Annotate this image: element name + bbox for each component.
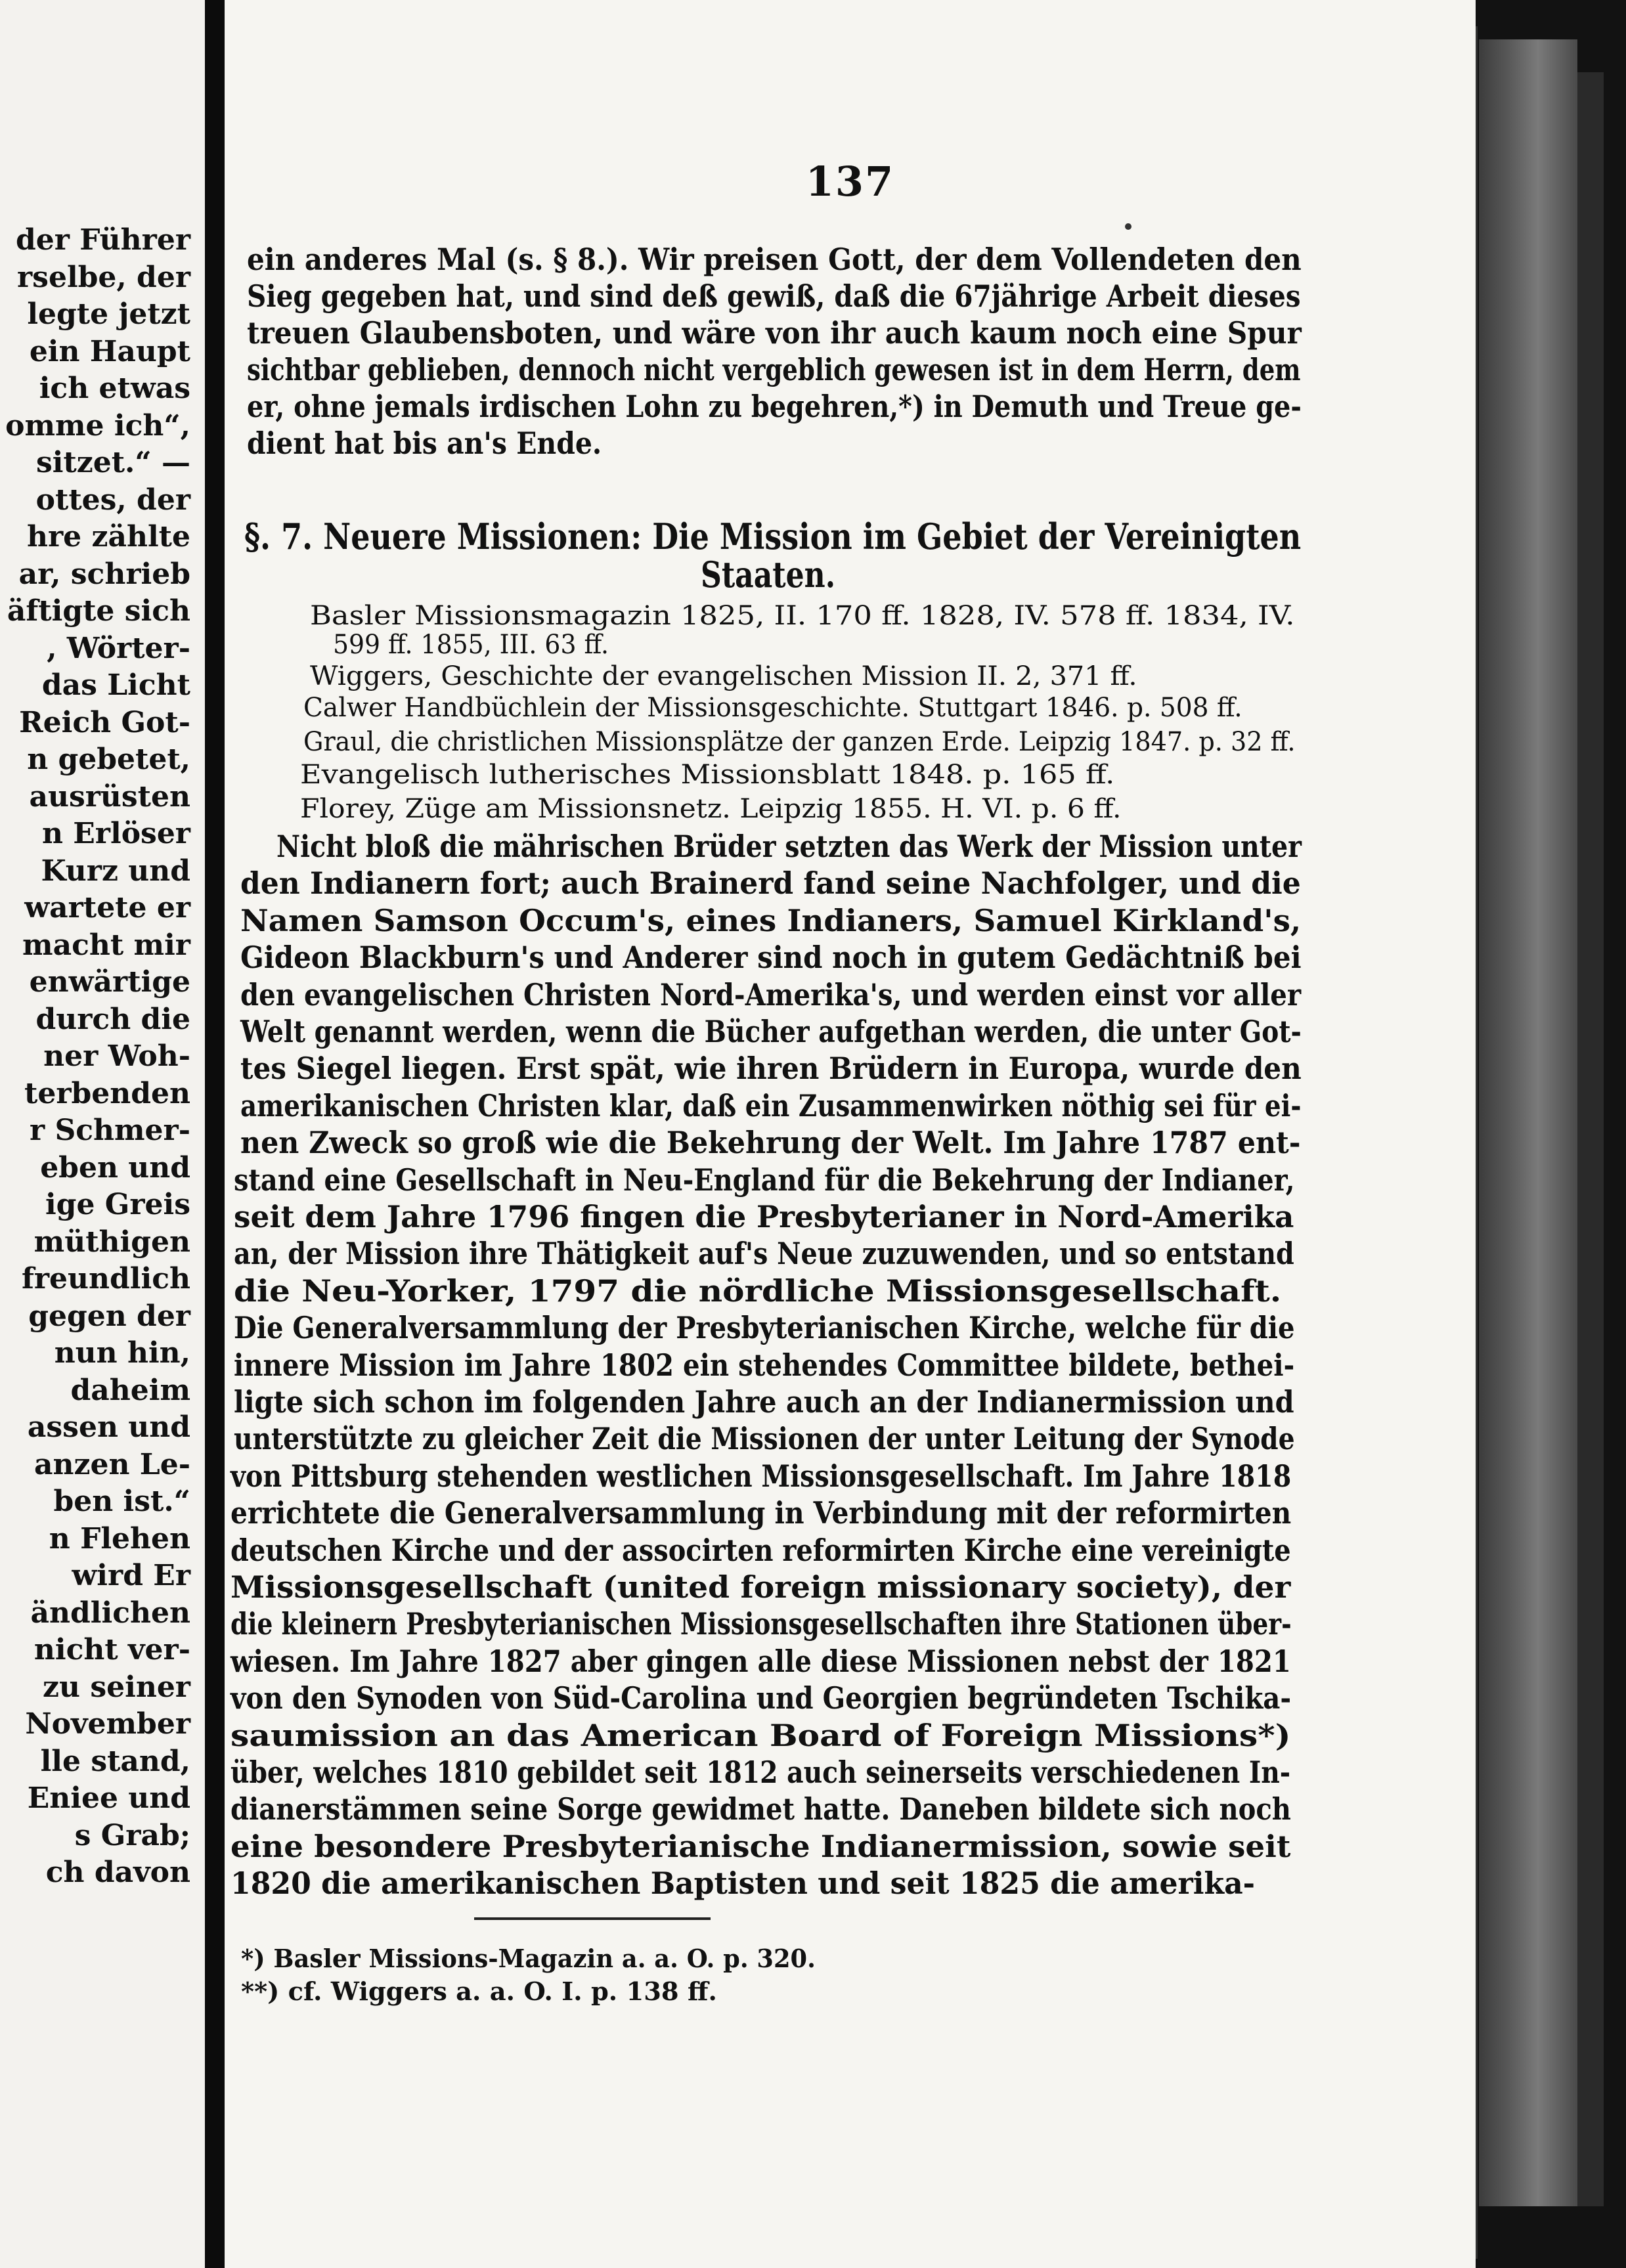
left-page-line: äftigte sich — [7, 594, 190, 628]
left-page-line: n Erlöser — [41, 817, 190, 850]
body-line: die Neu-Yorker, 1797 die nördliche Missionsgesellschaft. — [234, 1273, 1282, 1309]
left-page-line: das Licht — [41, 668, 190, 702]
left-page-line: ige Greis — [45, 1188, 190, 1221]
body-line: Welt genannt werden, wenn die Bücher aufgethan werden, die unter Got- — [240, 1014, 1302, 1049]
left-page-line: ch davon — [45, 1856, 190, 1889]
intro-line: dient hat bis an's Ende. — [247, 425, 602, 461]
page-stack-edge — [1479, 39, 1577, 2206]
body-line: Die Generalversammlung der Presbyterianischen Kirche, welche für die — [234, 1310, 1295, 1346]
left-page-line: omme ich“, — [5, 408, 190, 443]
footnote-rule — [474, 1917, 711, 1920]
left-page-line: nicht ver- — [33, 1633, 190, 1667]
body-line: dianerstämmen seine Sorge gewidmet hatte. Daneben bildete sich noch — [231, 1791, 1291, 1827]
left-page-line: lle stand, — [40, 1744, 190, 1778]
page-stack-shadow — [1577, 72, 1604, 2206]
body-line: Nicht bloß die mährischen Brüder setzten das Werk der Mission unter — [276, 829, 1302, 864]
reference-line: 599 ff. 1855, III. 63 ff. — [333, 630, 609, 660]
intro-line: er, ohne jemals irdischen Lohn zu begehren,*) in Demuth und Treue ge- — [247, 389, 1302, 424]
previous-page-fragment — [0, 0, 205, 2268]
reference-line: Wiggers, Geschichte der evangelischen Mission II. 2, 371 ff. — [310, 661, 1137, 691]
left-page-line: macht mir — [22, 928, 190, 962]
left-page-line: Kurz und — [41, 854, 190, 888]
left-page-line: enwärtige — [29, 965, 190, 999]
left-page-line: ar, schrieb — [18, 557, 190, 591]
left-page-line: freundlich — [21, 1262, 190, 1296]
left-page-line: n Flehen — [49, 1521, 190, 1556]
body-line: deutschen Kirche und der associrten reformirten Kirche eine vereinigte — [231, 1532, 1291, 1568]
page-edge — [1476, 26, 1478, 2259]
reference-line: Florey, Züge am Missionsnetz. Leipzig 1855. H. VI. p. 6 ff. — [300, 794, 1122, 824]
left-page-line: nun hin, — [54, 1336, 190, 1370]
body-line: 1820 die amerikanischen Baptisten und seit 1825 die amerika- — [231, 1865, 1256, 1902]
body-line: ligte sich schon im folgenden Jahre auch an der Indianermission und — [234, 1384, 1294, 1420]
left-page-line: legte jetzt — [27, 297, 190, 331]
left-page-line: ner Woh- — [43, 1039, 190, 1073]
footnote: **) cf. Wiggers a. a. O. I. p. 138 ff. — [241, 1976, 717, 2006]
book-gutter — [205, 0, 225, 2268]
body-line: innere Mission im Jahre 1802 ein stehendes Committee bildete, bethei- — [234, 1347, 1295, 1383]
body-line: Missionsgesellschaft (united foreign missionary society), der — [231, 1569, 1291, 1605]
body-line: unterstützte zu gleicher Zeit die Missionen der unter Leitung der Synode — [234, 1421, 1295, 1457]
reference-line: Evangelisch lutherisches Missionsblatt 1848. p. 165 ff. — [300, 760, 1115, 790]
left-page-line: zu seiner — [43, 1670, 190, 1704]
left-page-line: rselbe, der — [17, 260, 190, 294]
left-page-line: Reich Got- — [19, 705, 190, 739]
left-page-line: eben und — [40, 1150, 190, 1185]
left-page-line: durch die — [35, 1002, 190, 1036]
left-page-line: müthigen — [33, 1225, 190, 1259]
left-page-line: ben ist.“ — [53, 1485, 190, 1518]
left-page-line: assen und — [27, 1410, 190, 1444]
reference-line: Calwer Handbüchlein der Missionsgeschichte. Stuttgart 1846. p. 508 ff. — [303, 693, 1242, 723]
intro-line: Sieg gegeben hat, und sind deß gewiß, daß die 67jährige Arbeit dieses — [247, 278, 1301, 314]
body-line: von den Synoden von Süd-Carolina und Georgien begründeten Tschika- — [231, 1680, 1292, 1716]
book-page — [225, 0, 1476, 2268]
body-line: die kleinern Presbyterianischen Missionsgesellschaften ihre Stationen über- — [231, 1606, 1292, 1642]
left-page-line: November — [25, 1707, 190, 1741]
body-line: eine besondere Presbyterianische Indianermission, sowie seit — [231, 1828, 1291, 1864]
body-line: amerikanischen Christen klar, daß ein Zusammenwirken nöthig sei für ei- — [240, 1087, 1302, 1123]
left-page-line: terbenden — [24, 1076, 190, 1110]
left-page-line: Eniee und — [27, 1781, 190, 1815]
left-page-line: , Wörter- — [47, 631, 190, 665]
intro-line: treuen Glaubensboten, und wäre von ihr auch kaum noch eine Spur — [247, 315, 1302, 351]
body-line: saumission an das American Board of Foreign Missions*) — [231, 1717, 1291, 1753]
left-page-line: ich etwas — [39, 372, 190, 405]
section-heading: §. 7. Neuere Missionen: Die Mission im Gebiet der Vereinigten — [244, 515, 1302, 557]
body-line: über, welches 1810 gebildet seit 1812 auch seinerseits verschiedenen In- — [231, 1755, 1291, 1790]
footnote: *) Basler Missions-Magazin a. a. O. p. 320. — [241, 1944, 816, 1973]
intro-line: ein anderes Mal (s. § 8.). Wir preisen Gott, der dem Vollendeten den — [247, 242, 1302, 277]
left-page-line: wird Er — [72, 1559, 190, 1592]
left-page-line: der Führer — [15, 223, 190, 257]
body-line: tes Siegel liegen. Erst spät, wie ihren Brüdern in Europa, wurde den — [240, 1051, 1302, 1087]
left-page-line: daheim — [70, 1373, 190, 1407]
body-line: seit dem Jahre 1796 fingen die Presbyterianer in Nord-Amerika — [234, 1199, 1294, 1234]
left-page-line: ein Haupt — [29, 334, 190, 368]
left-page-line: r Schmer- — [29, 1114, 190, 1147]
left-page-line: anzen Le- — [34, 1447, 190, 1481]
left-page-line: ottes, der — [35, 483, 190, 517]
body-line: errichtete die Generalversammlung in Verbindung mit der reformirten — [231, 1495, 1292, 1531]
left-page-line: wartete er — [24, 891, 190, 925]
body-line: Gideon Blackburn's und Anderer sind noch in gutem Gedächtniß bei — [240, 940, 1302, 976]
body-line: den Indianern fort; auch Brainerd fand seine Nachfolger, und die — [240, 865, 1301, 902]
body-line: nen Zweck so groß wie die Bekehrung der Welt. Im Jahre 1787 ent- — [240, 1125, 1301, 1161]
body-line: stand eine Gesellschaft in Neu-England für die Bekehrung der Indianer, — [234, 1162, 1295, 1198]
left-page-line: hre zählte — [26, 520, 190, 554]
reference-line: Basler Missionsmagazin 1825, II. 170 ff. 1828, IV. 578 ff. 1834, IV. — [310, 601, 1295, 631]
left-page-line: gegen der — [28, 1299, 190, 1333]
section-heading-cont: Staaten. — [701, 554, 836, 596]
body-line: wiesen. Im Jahre 1827 aber gingen alle diese Missionen nebst der 1821 — [231, 1643, 1291, 1679]
left-page-line: s Grab; — [74, 1818, 190, 1852]
page-number: 137 — [805, 158, 895, 206]
body-line: Namen Samson Occum's, eines Indianers, Samuel Kirkland's, — [240, 902, 1302, 938]
body-line: den evangelischen Christen Nord-Amerika's, und werden einst vor aller — [240, 976, 1302, 1013]
intro-line: sichtbar geblieben, dennoch nicht vergeblich gewesen ist in dem Herrn, dem — [247, 352, 1301, 387]
body-line: an, der Mission ihre Thätigkeit auf's Neue zuzuwenden, und so entstand — [234, 1236, 1294, 1272]
ink-speck — [1125, 223, 1132, 230]
left-page-line: sitzet.“ — — [35, 446, 190, 479]
left-page-line: ausrüsten — [29, 779, 190, 814]
left-page-line: n gebetet, — [27, 743, 190, 776]
left-page-line: ändlichen — [30, 1596, 190, 1630]
body-line: von Pittsburg stehenden westlichen Missionsgesellschaft. Im Jahre 1818 — [231, 1458, 1292, 1494]
reference-line: Graul, die christlichen Missionsplätze der ganzen Erde. Leipzig 1847. p. 32 ff. — [303, 727, 1296, 757]
